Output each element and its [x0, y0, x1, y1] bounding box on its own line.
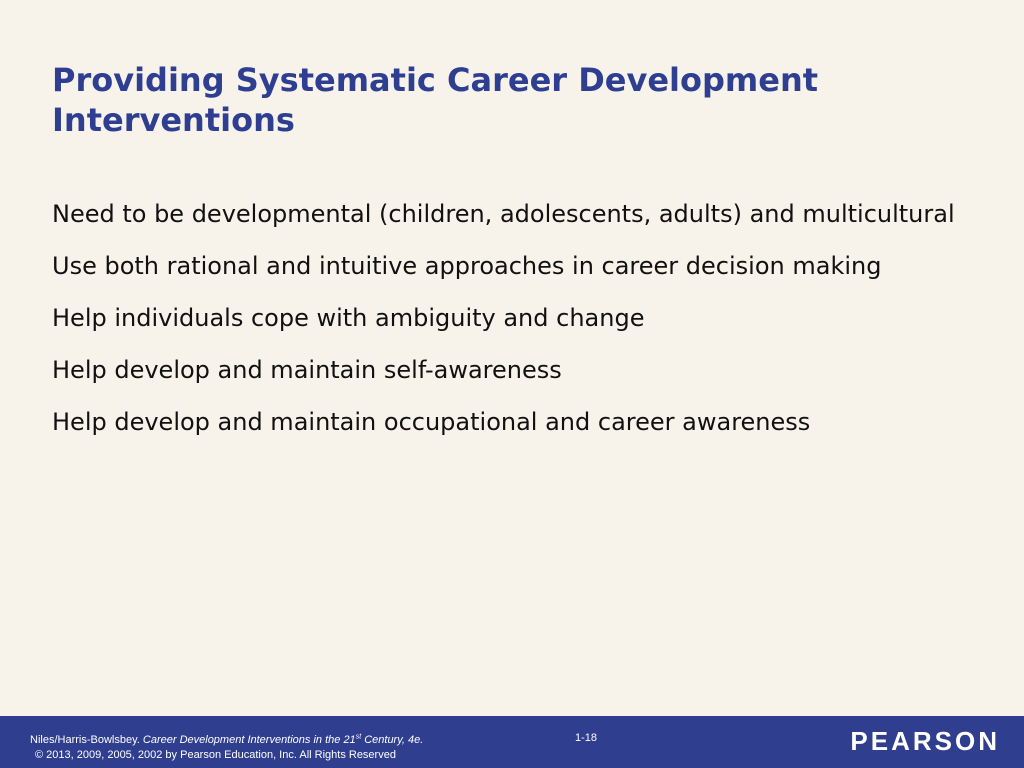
bullet-item: Use both rational and intuitive approaches in career decision making — [52, 252, 882, 280]
page-number: 1-18 — [575, 732, 598, 744]
pearson-logo: PEARSON — [850, 726, 1000, 756]
citation-line-1 — [30, 733, 423, 748]
citation-authors: Niles/Harris-Bowlsbey. — [30, 734, 140, 746]
citation-superscript: st — [355, 733, 362, 741]
citation-book-title: Career Development Interventions in the 21 — [142, 734, 356, 746]
footer-bar — [0, 716, 1024, 768]
slide-title: Providing Systematic Career Development Interventions — [52, 61, 819, 139]
bullet-item: Help individuals cope with ambiguity and change — [52, 304, 645, 332]
bullet-list — [52, 198, 982, 458]
copyright-notice: © 2013, 2009, 2005, 2002 by Pearson Education, Inc. All Rights Reserved — [35, 749, 396, 761]
citation — [30, 733, 423, 763]
bullet-item: Help develop and maintain occupational and career awareness — [52, 408, 811, 436]
bullet-item: Help develop and maintain self-awareness — [52, 356, 562, 384]
citation-book-suffix: Century, 4e. — [364, 734, 424, 746]
bullet-item: Need to be developmental (children, adolescents, adults) and multicultural — [52, 200, 955, 228]
